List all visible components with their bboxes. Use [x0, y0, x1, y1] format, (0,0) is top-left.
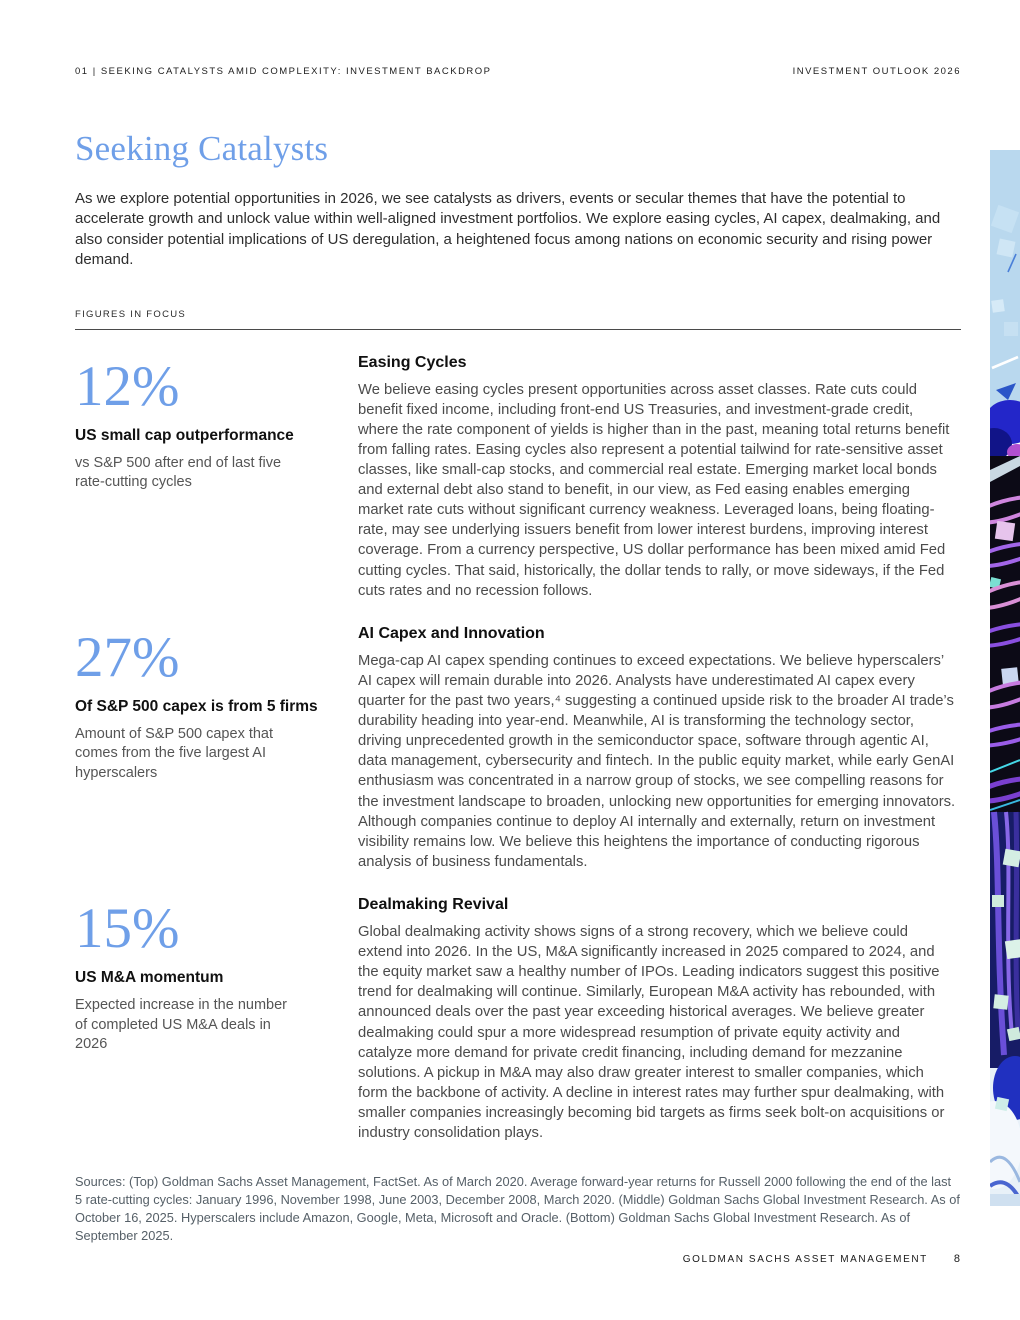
page-content [75, 0, 961, 1245]
figures-divider [75, 329, 961, 330]
figure-row-ai-capex [75, 625, 961, 872]
stat-value: 27% [75, 625, 180, 689]
figure-row-dealmaking [75, 896, 961, 1143]
figures-in-focus-label: FIGURES IN FOCUS [75, 308, 187, 320]
page-footer [683, 1253, 960, 1265]
footer-brand-label: GOLDMAN SACHS ASSET MANAGEMENT [682, 1254, 928, 1265]
stat-value: 15% [75, 896, 180, 960]
figure-row-easing-cycles [75, 354, 961, 601]
sources-note: Sources: (Top) Goldman Sachs Asset Management, FactSet. As of March 2020. Average forward-year returns for Russell 2000 following the end of the last 5 rate-cutting cycles: January 1996, November 1998, June 2003, December 2008, March 2020. (Middle) Goldman Sachs Global Investment Research. As of October 16, 2025. Hyperscalers include Amazon, Google, Meta, Microsoft and Oracle. (Bottom) Goldman Sachs Global Investment Research. As of September 2025. [75, 1174, 960, 1243]
stat-description: Amount of S&P 500 capex that comes from the five largest AI hyperscalers [75, 725, 274, 781]
section-heading: AI Capex and Innovation [358, 624, 545, 642]
section-body: Mega-cap AI capex spending continues to exceed expectations. We believe hyperscalers’ AI capex will remain durable into 2026. Analysts have underestimated AI capex every quarter for the past two years,⁴ suggesting a continued upside risk to the broader AI trade’s durability heading into year-end. Meanwhile, AI is transforming the technology sector, driving unprecedented growth in the semiconductor space, software through agentic AI, data management, cybersecurity and fintech. In the public equity market, while early GenAI enthusiasm was concentrated in a narrow group of stocks, we see compelling reasons for the investment landscape to broaden, unlocking new opportunities for emerging innovators. Although companies continue to deploy AI internally and externally, return on investment visibility remains low. We believe this heightens the importance of conducting rigorous analysis of business fundamentals. [358, 652, 956, 870]
stat-value: 12% [75, 354, 180, 418]
figure-text-block [358, 625, 956, 872]
stat-description: Expected increase in the number of completed US M&A deals in 2026 [75, 996, 287, 1053]
figure-stat-block [75, 896, 358, 1055]
cover-artwork-strip [990, 150, 1020, 1206]
stat-description: vs S&P 500 after end of last five rate-cutting cycles [75, 454, 282, 491]
stat-label: US small cap outperformance [75, 426, 294, 444]
stat-label: US M&A momentum [75, 968, 224, 986]
section-heading: Easing Cycles [358, 353, 467, 371]
section-body: Global dealmaking activity shows signs of a strong recovery, which we believe could extend into 2026. In the US, M&A significantly increased in 2025 compared to 2024, and the equity market saw a healthy number of IPOs. Leading indicators suggest this positive trend for dealmaking will continue. Similarly, European M&A activity has rebounded, with announced deals over the past year exceeding historical averages. We believe greater dealmaking could spur a more widespread resumption of private equity activity and catalyze more demand for private credit financing, including demand for mezzanine solutions. A pickup in M&A may also draw greater interest to smaller companies, which form the backbone of activity. A decline in interest rates may further spur dealmaking, with smaller companies increasingly becoming bid targets as firms seek bolt-on acquisitions or industry consolidation plays. [358, 923, 945, 1142]
page-title: Seeking Catalysts [75, 129, 329, 168]
header-report-label: INVESTMENT OUTLOOK 2026 [792, 66, 961, 77]
page-header [75, 0, 961, 77]
section-body: We believe easing cycles present opportunities across asset classes. Rate cuts could benefit fixed income, including front-end US Treasuries, and investment-grade credit, where the rate component of yields is higher than in the past, meaning total returns benefit from falling rates. Easing cycles also represent a potential tailwind for rate-sensitive asset classes, like small-cap stocks, and commercial real estate. Emerging market local bonds and external debt also stand to benefit, in our view, as Fed easing enables emerging market rate cuts without significant currency weakness. Leveraged loans, being floating-rate, may see underlying issuers benefit from lower interest burdens, improving interest coverage. From a currency perspective, US dollar performance has been mixed amid Fed cutting cycles. That said, historically, the dollar tends to rally, or move sideways, if the Fed cuts rates and no recession follows. [358, 381, 950, 599]
section-heading: Dealmaking Revival [358, 895, 509, 913]
page-number: 8 [953, 1253, 960, 1265]
header-section-label: 01 | SEEKING CATALYSTS AMID COMPLEXITY: INVESTMENT BACKDROP [75, 66, 492, 77]
figure-text-block [358, 354, 956, 601]
stat-label: Of S&P 500 capex is from 5 firms [75, 697, 318, 715]
intro-paragraph: As we explore potential opportunities in 2026, we see catalysts as drivers, events or secular themes that have the potential to accelerate growth and unlock value within well-aligned investment portfolios. We explore easing cycles, AI capex, dealmaking, and also consider potential implications of US deregulation, a heightened focus among nations on economic security and rising power demand. [75, 190, 941, 269]
figure-stat-block [75, 625, 358, 784]
figure-text-block [358, 896, 956, 1143]
figure-stat-block [75, 354, 358, 493]
